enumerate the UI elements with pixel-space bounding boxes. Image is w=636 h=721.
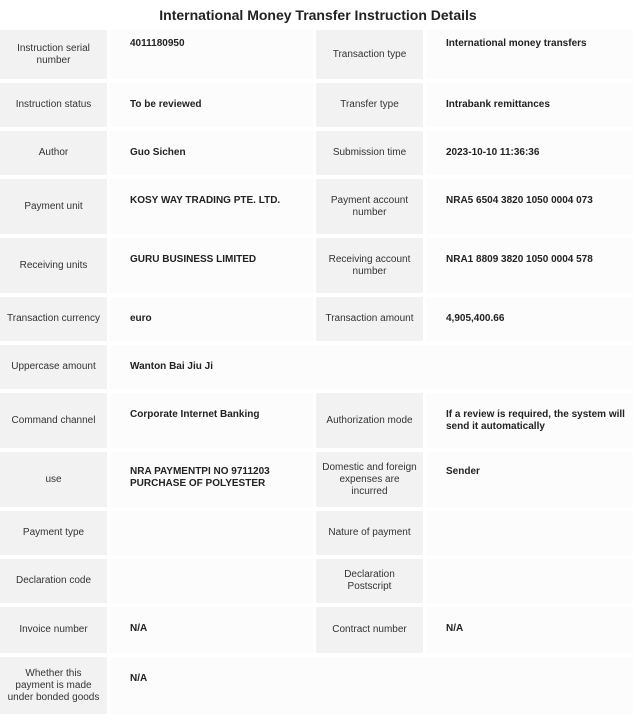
- table-row: [0, 607, 636, 657]
- label-submission-time: Submission time: [316, 131, 426, 178]
- label-instruction-status: Instruction status: [0, 83, 110, 130]
- page-title: International Money Transfer Instruction Details: [159, 7, 477, 23]
- table-row: [0, 297, 636, 345]
- value-transfer-type: Intrabank remittances: [426, 83, 636, 130]
- value-payment-type: [110, 511, 316, 558]
- table-row: [0, 179, 636, 238]
- table-row: [0, 511, 636, 559]
- label-invoice-number: Invoice number: [0, 607, 110, 656]
- label-receiving-account: Receiving account number: [316, 238, 426, 296]
- label-use: use: [0, 452, 110, 510]
- value-transaction-currency: euro: [110, 297, 316, 344]
- value-transaction-type: International money transfers: [426, 30, 636, 82]
- label-declaration-postscript: Declaration Postscript: [316, 559, 426, 606]
- table-row: [0, 238, 636, 297]
- value-declaration-code: [110, 559, 316, 606]
- label-authorization-mode: Authorization mode: [316, 393, 426, 451]
- value-authorization-mode: If a review is required, the system will send it automatically: [426, 393, 636, 451]
- table-row: [0, 559, 636, 607]
- label-transaction-currency: Transaction currency: [0, 297, 110, 344]
- label-payment-account: Payment account number: [316, 179, 426, 237]
- label-contract-number: Contract number: [316, 607, 426, 656]
- table-row: [0, 657, 636, 718]
- value-instruction-status: To be reviewed: [110, 83, 316, 130]
- value-use: NRA PAYMENTPI NO 9711203 PURCHASE OF POLYESTER: [110, 452, 316, 510]
- label-transaction-amount: Transaction amount: [316, 297, 426, 344]
- table-row: [0, 393, 636, 452]
- label-uppercase-amount: Uppercase amount: [0, 345, 110, 392]
- label-receiving-units: Receiving units: [0, 238, 110, 296]
- label-instruction-serial: Instruction serial number: [0, 30, 110, 82]
- value-receiving-units: GURU BUSINESS LIMITED: [110, 238, 316, 296]
- value-command-channel: Corporate Internet Banking: [110, 393, 316, 451]
- table-row: [0, 30, 636, 83]
- value-bonded-goods: N/A: [110, 657, 636, 717]
- table-row: [0, 131, 636, 179]
- value-receiving-account: NRA1 8809 3820 1050 0004 578: [426, 238, 636, 296]
- value-nature-of-payment: [426, 511, 636, 558]
- label-transfer-type: Transfer type: [316, 83, 426, 130]
- label-payment-unit: Payment unit: [0, 179, 110, 237]
- label-payment-type: Payment type: [0, 511, 110, 558]
- table-row: [0, 452, 636, 511]
- value-submission-time: 2023-10-10 11:36:36: [426, 131, 636, 178]
- value-instruction-serial: 4011180950: [110, 30, 316, 82]
- label-bonded-goods: Whether this payment is made under bonded goods: [0, 657, 110, 717]
- label-transaction-type: Transaction type: [316, 30, 426, 82]
- table-row: [0, 83, 636, 131]
- value-transaction-amount: 4,905,400.66: [426, 297, 636, 344]
- table-row: [0, 345, 636, 393]
- label-author: Author: [0, 131, 110, 178]
- label-command-channel: Command channel: [0, 393, 110, 451]
- value-expenses-incurred: Sender: [426, 452, 636, 510]
- value-invoice-number: N/A: [110, 607, 316, 656]
- value-author: Guo Sichen: [110, 131, 316, 178]
- label-declaration-code: Declaration code: [0, 559, 110, 606]
- value-payment-account: NRA5 6504 3820 1050 0004 073: [426, 179, 636, 237]
- details-table: [0, 30, 636, 718]
- label-nature-of-payment: Nature of payment: [316, 511, 426, 558]
- value-declaration-postscript: [426, 559, 636, 606]
- value-contract-number: N/A: [426, 607, 636, 656]
- label-expenses-incurred: Domestic and foreign expenses are incurred: [316, 452, 426, 510]
- value-uppercase-amount: Wanton Bai Jiu Ji: [110, 345, 636, 392]
- value-payment-unit: KOSY WAY TRADING PTE. LTD.: [110, 179, 316, 237]
